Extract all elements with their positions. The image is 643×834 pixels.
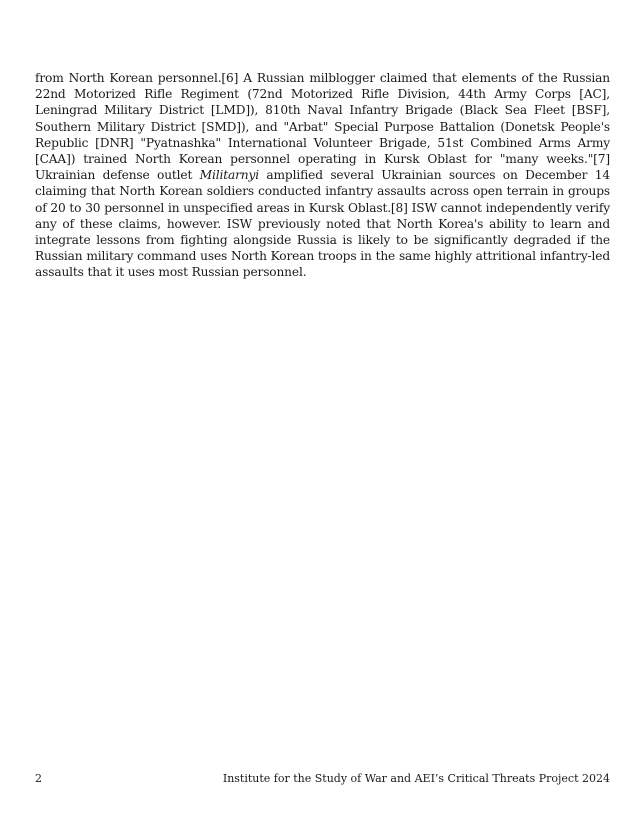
outlet-name-italic: Militarnyi — [199, 168, 259, 183]
paragraph-text-part-1: from North Korean personnel.[6] A Russian milblogger claimed that elements of the Russian 22nd Motorized Rifle Regiment (72nd Motorized Rifle Division, 44th Army Corps [AC], Leningrad Military District [LMD]), 810th Naval Infantry Brigade (Black Sea Fleet [BSF], Southern Military District [SMD]), and "Arbat" Special Purpose Battalion (Donetsk People's Republic [DNR] "Pyatnashka" International Volunteer Brigade, 51st Combined Arms Army [CAA]) trained North Korean personnel operating in Kursk Oblast for "many weeks."[7] Ukrainian defense outlet — [35, 71, 610, 183]
footer-credit: Institute for the Study of War and AEI’s Critical Threats Project 2024 — [222, 772, 610, 785]
paragraph-text-part-2: amplified several Ukrainian sources on December 14 claiming that North Korean soldiers conducted infantry assaults across open terrain in groups of 20 to 30 personnel in unspecified areas in Kursk Oblast.[8] ISW cannot independently verify any of these claims, however. ISW previously noted that North Korea's ability to learn and integrate lessons from fighting alongside Russia is likely to be significantly degraded if the Russian military command uses North Korean troops in the same highly attritional infantry-led assaults that it uses most Russian personnel. — [35, 168, 610, 280]
body-paragraph — [35, 70, 610, 281]
page-footer — [35, 772, 610, 786]
page-number: 2 — [35, 772, 42, 785]
